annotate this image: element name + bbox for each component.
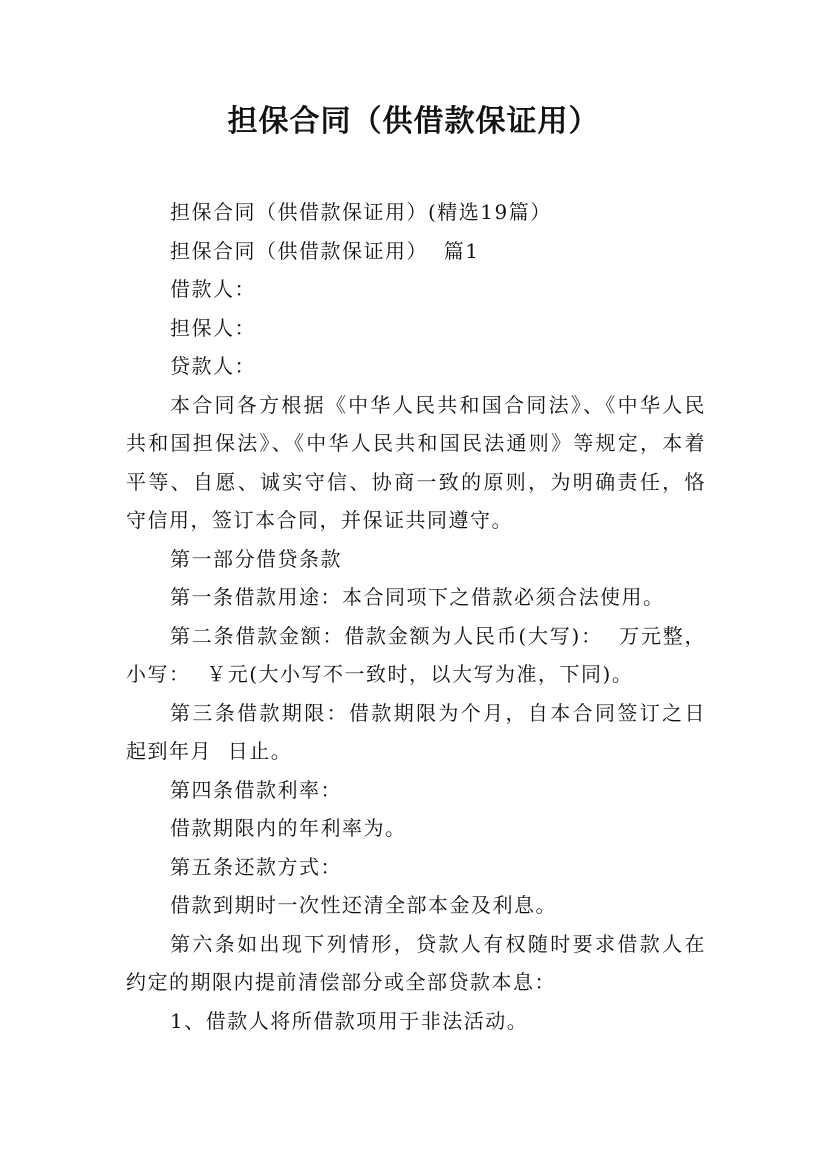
paragraph-borrower: 借款人：	[170, 277, 256, 301]
paragraph-article-5: 第五条还款方式：	[170, 854, 342, 879]
paragraph-preamble: 本合同各方根据《中华人民共和国合同法》、《中华人民共和国担保法》、《中华人民共和国民法通则》等规定，本着平等、自愿、诚实守信、协商一致的原则，为明确责任，恪守信用，签订本合同，并保证共同遵守。	[126, 392, 706, 532]
paragraph-chapter-heading: 担保合同（供借款保证用） 篇1	[170, 238, 480, 263]
paragraph-article-2: 第二条借款金额：借款金额为人民币(大写)： 万元整，小写： ￥元(大小写不一致时，以大写为准，下同)。	[126, 623, 706, 686]
paragraph-guarantor: 担保人：	[170, 315, 256, 340]
document-title: 担保合同（供借款保证用）	[227, 104, 600, 139]
paragraph-article-4: 第四条借款利率：	[170, 777, 342, 802]
paragraph-item-1: 1、借款人将所借款项用于非法活动。	[170, 1008, 529, 1033]
paragraph-part-one: 第一部分借贷条款	[170, 546, 342, 571]
paragraph-article-1: 第一条借款用途：本合同项下之借款必须合法使用。	[170, 585, 665, 609]
paragraph-interest-rate: 借款期限内的年利率为。	[170, 816, 407, 840]
paragraph-article-6: 第六条如出现下列情形，贷款人有权随时要求借款人在约定的期限内提前清偿部分或全部贷款本息：	[126, 931, 706, 994]
document-body	[126, 193, 706, 1040]
paragraph-collection-heading: 担保合同（供借款保证用）(精选19篇）	[170, 200, 552, 224]
paragraph-repayment: 借款到期时一次性还清全部本金及利息。	[170, 893, 557, 917]
paragraph-lender: 贷款人：	[170, 354, 256, 378]
paragraph-article-3: 第三条借款期限：借款期限为个月，自本合同签订之日起到年月 日止。	[126, 700, 706, 763]
